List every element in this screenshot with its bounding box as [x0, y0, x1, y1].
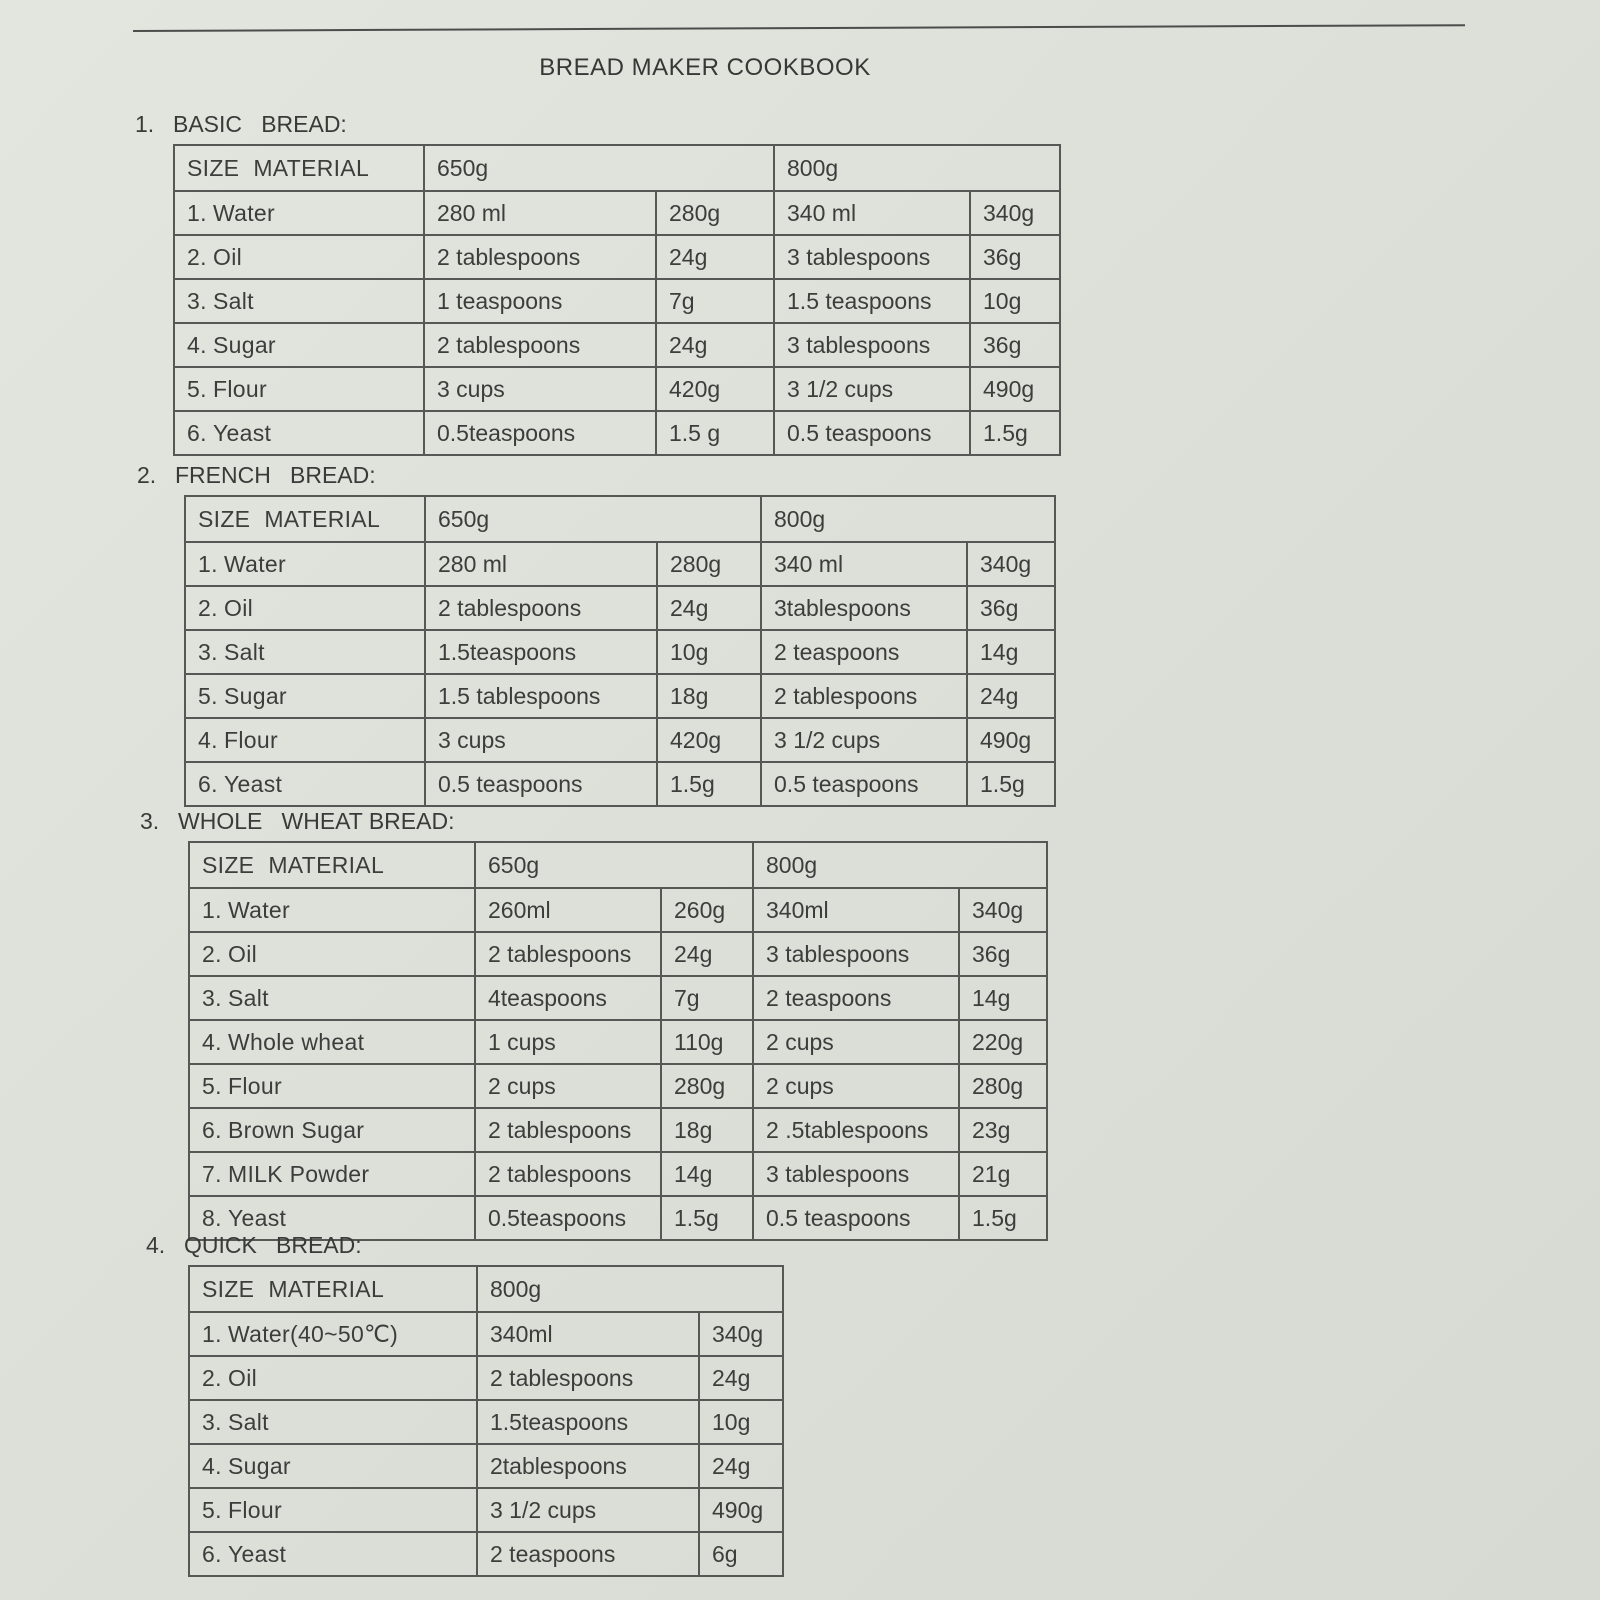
ingredient-name: Salt [228, 984, 269, 1011]
ingredient-number: 5. [187, 375, 207, 402]
measure-cell: 2 teaspoons [477, 1532, 699, 1576]
size-header: 800g [774, 145, 1060, 191]
section-number: 3. [140, 808, 160, 834]
ingredient-number: 6. [198, 770, 218, 797]
ingredient-number: 4. [198, 726, 218, 753]
ingredient-cell [185, 630, 425, 674]
table-row [189, 1312, 783, 1356]
ingredient-name: Oil [213, 243, 243, 270]
table-row [185, 630, 1055, 674]
measure-cell: 2 cups [753, 1064, 959, 1108]
ingredient-name: Yeast [213, 419, 272, 446]
recipe-table [188, 1265, 784, 1577]
measure-cell: 0.5 teaspoons [774, 411, 970, 455]
measure-cell: 2 tablespoons [477, 1356, 699, 1400]
weight-cell: 420g [656, 367, 774, 411]
ingredient-cell [185, 718, 425, 762]
size-material-header [189, 1266, 477, 1312]
ingredient-name: Water [228, 896, 290, 923]
measure-cell: 3 cups [425, 718, 657, 762]
ingredient-name: Flour [213, 375, 267, 402]
measure-cell: 0.5 teaspoons [753, 1196, 959, 1240]
measure-cell: 340ml [477, 1312, 699, 1356]
size-header: 800g [761, 496, 1055, 542]
weight-cell: 1.5g [959, 1196, 1047, 1240]
ingredient-cell [185, 586, 425, 630]
ingredient-cell [174, 411, 424, 455]
ingredient-name: Salt [224, 638, 265, 665]
weight-cell: 260g [661, 888, 753, 932]
size-label: SIZE [202, 851, 255, 878]
ingredient-name: Flour [228, 1496, 282, 1523]
measure-cell: 0.5teaspoons [475, 1196, 661, 1240]
weight-cell: 420g [657, 718, 761, 762]
weight-cell: 1.5 g [656, 411, 774, 455]
table-row [174, 191, 1060, 235]
recipe-section [137, 455, 1056, 807]
ingredient-name: Oil [224, 594, 254, 621]
measure-cell: 2 tablespoons [425, 586, 657, 630]
measure-cell: 340 ml [761, 542, 967, 586]
measure-cell: 2 cups [475, 1064, 661, 1108]
ingredient-number: 1. [187, 199, 207, 226]
weight-cell: 6g [699, 1532, 783, 1576]
ingredient-number: 2. [202, 940, 222, 967]
weight-cell: 24g [699, 1356, 783, 1400]
material-label: MATERIAL [268, 1275, 385, 1302]
section-heading [140, 801, 1048, 841]
table-row [185, 586, 1055, 630]
table-row [174, 411, 1060, 455]
table-row [189, 1064, 1047, 1108]
measure-cell: 2 tablespoons [424, 323, 656, 367]
ingredient-number: 4. [187, 331, 207, 358]
table-row [185, 718, 1055, 762]
measure-cell: 2 teaspoons [753, 976, 959, 1020]
weight-cell: 110g [661, 1020, 753, 1064]
size-header: 650g [424, 145, 774, 191]
weight-cell: 14g [967, 630, 1055, 674]
ingredient-cell [189, 1532, 477, 1576]
table-row [185, 542, 1055, 586]
size-header: 650g [425, 496, 761, 542]
weight-cell: 24g [656, 235, 774, 279]
ingredient-number: 3. [202, 1408, 222, 1435]
ingredient-name: Salt [228, 1408, 269, 1435]
ingredient-number: 8. [202, 1204, 222, 1231]
weight-cell: 24g [657, 586, 761, 630]
measure-cell: 3 1/2 cups [774, 367, 970, 411]
ingredient-number: 2. [202, 1364, 222, 1391]
ingredient-number: 2. [187, 243, 207, 270]
ingredient-name: Yeast [228, 1540, 287, 1567]
ingredient-name: Water(40~50℃) [228, 1320, 399, 1347]
size-material-header [174, 145, 424, 191]
measure-cell: 340ml [753, 888, 959, 932]
ingredient-cell [174, 279, 424, 323]
table-row [189, 1400, 783, 1444]
recipe-section [135, 104, 1061, 456]
ingredient-cell [185, 762, 425, 806]
ingredient-name: Water [213, 199, 275, 226]
measure-cell: 2 tablespoons [475, 1152, 661, 1196]
weight-cell: 280g [656, 191, 774, 235]
ingredient-cell [189, 1400, 477, 1444]
ingredient-name: MILK Powder [228, 1160, 370, 1187]
section-number: 4. [146, 1232, 166, 1258]
weight-cell: 24g [699, 1444, 783, 1488]
section-number: 1. [135, 111, 155, 137]
table-row [189, 976, 1047, 1020]
measure-cell: 2 .5tablespoons [753, 1108, 959, 1152]
ingredient-number: 7. [202, 1160, 222, 1187]
weight-cell: 7g [656, 279, 774, 323]
ingredient-cell [189, 1108, 475, 1152]
section-heading [146, 1225, 784, 1265]
weight-cell: 10g [657, 630, 761, 674]
weight-cell: 36g [970, 323, 1060, 367]
table-row [189, 1444, 783, 1488]
ingredient-number: 4. [202, 1028, 222, 1055]
table-row [189, 1356, 783, 1400]
measure-cell: 2 tablespoons [424, 235, 656, 279]
table-row [189, 888, 1047, 932]
size-label: SIZE [202, 1275, 255, 1302]
measure-cell: 0.5 teaspoons [761, 762, 967, 806]
measure-cell: 3 tablespoons [753, 1152, 959, 1196]
weight-cell: 14g [661, 1152, 753, 1196]
size-header: 800g [477, 1266, 783, 1312]
ingredient-name: Sugar [224, 682, 287, 709]
table-row [189, 932, 1047, 976]
page-title: BREAD MAKER COOKBOOK [539, 54, 871, 81]
weight-cell: 340g [959, 888, 1047, 932]
ingredient-number: 3. [187, 287, 207, 314]
table-row [174, 235, 1060, 279]
measure-cell: 1 teaspoons [424, 279, 656, 323]
table-row [189, 1152, 1047, 1196]
weight-cell: 490g [967, 718, 1055, 762]
ingredient-cell [174, 323, 424, 367]
table-row [185, 674, 1055, 718]
weight-cell: 10g [699, 1400, 783, 1444]
ingredient-cell [174, 235, 424, 279]
ingredient-cell [189, 1356, 477, 1400]
section-title: FRENCH BREAD: [175, 462, 376, 488]
measure-cell: 3 tablespoons [774, 235, 970, 279]
measure-cell: 260ml [475, 888, 661, 932]
weight-cell: 1.5g [970, 411, 1060, 455]
ingredient-name: Yeast [224, 770, 283, 797]
ingredient-number: 6. [202, 1116, 222, 1143]
weight-cell: 280g [959, 1064, 1047, 1108]
ingredient-cell [189, 976, 475, 1020]
table-row [174, 279, 1060, 323]
weight-cell: 1.5g [967, 762, 1055, 806]
weight-cell: 7g [661, 976, 753, 1020]
weight-cell: 14g [959, 976, 1047, 1020]
recipe-table [173, 144, 1061, 456]
size-material-header [189, 842, 475, 888]
ingredient-cell [174, 191, 424, 235]
weight-cell: 36g [959, 932, 1047, 976]
measure-cell: 3 tablespoons [753, 932, 959, 976]
measure-cell: 0.5 teaspoons [425, 762, 657, 806]
weight-cell: 1.5g [661, 1196, 753, 1240]
ingredient-number: 1. [198, 550, 218, 577]
section-title: BASIC BREAD: [173, 111, 347, 137]
ingredient-cell [189, 1312, 477, 1356]
measure-cell: 2 tablespoons [475, 932, 661, 976]
section-heading [135, 104, 1061, 144]
weight-cell: 280g [661, 1064, 753, 1108]
material-label: MATERIAL [268, 851, 385, 878]
measure-cell: 280 ml [425, 542, 657, 586]
ingredient-cell [189, 1444, 477, 1488]
ingredient-cell [185, 542, 425, 586]
weight-cell: 1.5g [657, 762, 761, 806]
weight-cell: 340g [967, 542, 1055, 586]
size-label: SIZE [187, 154, 240, 181]
ingredient-name: Flour [228, 1072, 282, 1099]
measure-cell: 1 cups [475, 1020, 661, 1064]
recipe-section [146, 1225, 784, 1577]
section-heading [137, 455, 1056, 495]
ingredient-number: 5. [198, 682, 218, 709]
ingredient-name: Salt [213, 287, 254, 314]
ingredient-cell [189, 1488, 477, 1532]
weight-cell: 24g [661, 932, 753, 976]
material-label: MATERIAL [264, 505, 381, 532]
measure-cell: 1.5 teaspoons [774, 279, 970, 323]
table-row [174, 367, 1060, 411]
ingredient-name: Water [224, 550, 286, 577]
weight-cell: 18g [657, 674, 761, 718]
ingredient-number: 6. [202, 1540, 222, 1567]
ingredient-cell [189, 1020, 475, 1064]
ingredient-cell [189, 1064, 475, 1108]
weight-cell: 21g [959, 1152, 1047, 1196]
ingredient-number: 6. [187, 419, 207, 446]
weight-cell: 18g [661, 1108, 753, 1152]
weight-cell: 10g [970, 279, 1060, 323]
section-title: WHOLE WHEAT BREAD: [178, 808, 455, 834]
weight-cell: 340g [699, 1312, 783, 1356]
ingredient-number: 4. [202, 1452, 222, 1479]
measure-cell: 2 tablespoons [475, 1108, 661, 1152]
weight-cell: 340g [970, 191, 1060, 235]
ingredient-name: Sugar [228, 1452, 291, 1479]
ingredient-number: 5. [202, 1072, 222, 1099]
measure-cell: 3 cups [424, 367, 656, 411]
section-number: 2. [137, 462, 157, 488]
ingredient-number: 1. [202, 896, 222, 923]
measure-cell: 2tablespoons [477, 1444, 699, 1488]
table-row [189, 1020, 1047, 1064]
table-header-row [189, 842, 1047, 888]
table-header-row [185, 496, 1055, 542]
measure-cell: 4teaspoons [475, 976, 661, 1020]
ingredient-number: 2. [198, 594, 218, 621]
measure-cell: 3 1/2 cups [477, 1488, 699, 1532]
weight-cell: 36g [970, 235, 1060, 279]
table-row [189, 1488, 783, 1532]
ingredient-cell [189, 888, 475, 932]
size-material-header [185, 496, 425, 542]
ingredient-number: 5. [202, 1496, 222, 1523]
weight-cell: 24g [656, 323, 774, 367]
measure-cell: 2 cups [753, 1020, 959, 1064]
measure-cell: 1.5teaspoons [425, 630, 657, 674]
recipe-table [188, 841, 1048, 1241]
ingredient-name: Flour [224, 726, 278, 753]
table-row [174, 323, 1060, 367]
weight-cell: 220g [959, 1020, 1047, 1064]
measure-cell: 3 1/2 cups [761, 718, 967, 762]
ingredient-cell [189, 932, 475, 976]
size-header: 800g [753, 842, 1047, 888]
table-row [185, 762, 1055, 806]
measure-cell: 3tablespoons [761, 586, 967, 630]
measure-cell: 2 teaspoons [761, 630, 967, 674]
table-header-row [189, 1266, 783, 1312]
size-header: 650g [475, 842, 753, 888]
recipe-table [184, 495, 1056, 807]
ingredient-cell [189, 1152, 475, 1196]
ingredient-name: Oil [228, 940, 258, 967]
measure-cell: 280 ml [424, 191, 656, 235]
ingredient-cell [174, 367, 424, 411]
material-label: MATERIAL [253, 154, 370, 181]
weight-cell: 36g [967, 586, 1055, 630]
table-row [189, 1108, 1047, 1152]
weight-cell: 490g [699, 1488, 783, 1532]
weight-cell: 23g [959, 1108, 1047, 1152]
recipe-section [140, 801, 1048, 1241]
measure-cell: 1.5 tablespoons [425, 674, 657, 718]
ingredient-number: 3. [202, 984, 222, 1011]
measure-cell: 2 tablespoons [761, 674, 967, 718]
section-title: QUICK BREAD: [184, 1232, 362, 1258]
ingredient-number: 3. [198, 638, 218, 665]
table-row [189, 1532, 783, 1576]
top-rule [133, 24, 1465, 32]
measure-cell: 1.5teaspoons [477, 1400, 699, 1444]
ingredient-name: Whole wheat [228, 1028, 365, 1055]
ingredient-cell [185, 674, 425, 718]
ingredient-number: 1. [202, 1320, 222, 1347]
ingredient-name: Brown Sugar [228, 1116, 365, 1143]
weight-cell: 280g [657, 542, 761, 586]
measure-cell: 340 ml [774, 191, 970, 235]
ingredient-name: Oil [228, 1364, 258, 1391]
weight-cell: 490g [970, 367, 1060, 411]
table-header-row [174, 145, 1060, 191]
weight-cell: 24g [967, 674, 1055, 718]
measure-cell: 3 tablespoons [774, 323, 970, 367]
size-label: SIZE [198, 505, 251, 532]
measure-cell: 0.5teaspoons [424, 411, 656, 455]
ingredient-name: Yeast [228, 1204, 287, 1231]
ingredient-name: Sugar [213, 331, 276, 358]
